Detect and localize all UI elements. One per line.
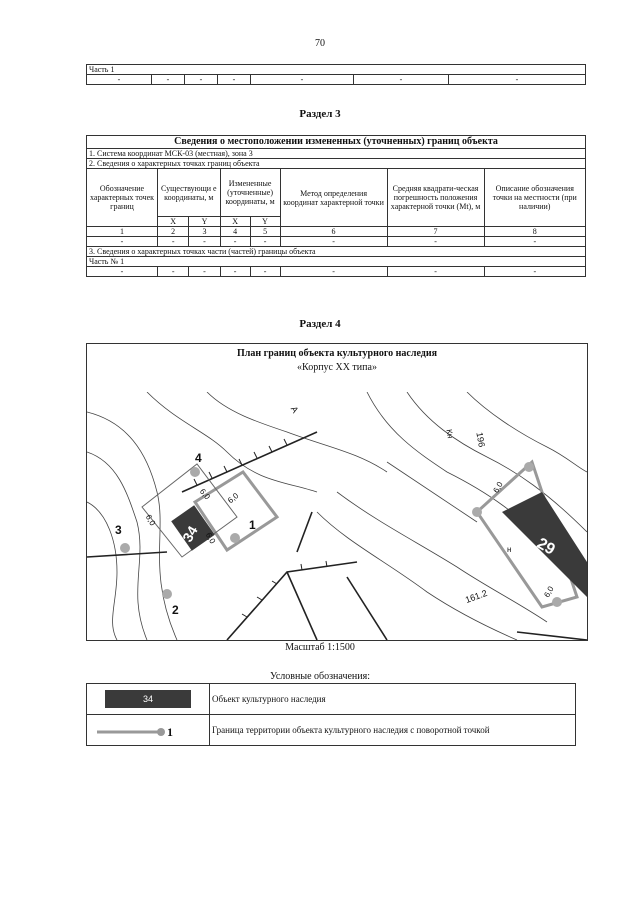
cell: - bbox=[189, 237, 220, 247]
legend-title: Условные обозначения: bbox=[269, 671, 370, 682]
cell: - bbox=[87, 267, 158, 277]
distance-label: 6,0 bbox=[226, 491, 241, 506]
object-swatch: 34 bbox=[105, 690, 191, 708]
cell: - bbox=[220, 267, 250, 277]
cell: - bbox=[218, 75, 251, 85]
cell: - bbox=[158, 237, 189, 247]
header-y: Y bbox=[250, 217, 280, 227]
header-existing: Существующи е координаты, м bbox=[158, 169, 221, 217]
header-description: Описание обозначения точки на местности (при наличии) bbox=[484, 169, 585, 227]
point-label: 3 bbox=[115, 523, 122, 537]
page-number: 70 bbox=[315, 38, 325, 49]
cell: - bbox=[152, 75, 185, 85]
cell: - bbox=[280, 267, 387, 277]
coord-system: 1. Система координат МСК-03 (местная), зона 3 bbox=[87, 149, 586, 159]
legend-symbol-object bbox=[87, 684, 210, 715]
points-caption: 2. Сведения о характерных точках границ объекта bbox=[87, 159, 586, 169]
header-changed: Измененные (уточненные) координаты, м bbox=[220, 169, 280, 217]
plan-box bbox=[86, 343, 588, 641]
cell: - bbox=[250, 267, 280, 277]
cell: - bbox=[387, 237, 484, 247]
top-table bbox=[86, 64, 586, 85]
parts-caption: 3. Сведения о характерных точках части (частей) границы объекта bbox=[87, 247, 586, 257]
cell: 7 bbox=[387, 227, 484, 237]
cell: 8 bbox=[484, 227, 585, 237]
cell: - bbox=[449, 75, 586, 85]
elevation-label: Кн bbox=[444, 428, 455, 440]
section3-table bbox=[86, 135, 586, 277]
cell: - bbox=[280, 237, 387, 247]
legend-text-boundary: Граница территории объекта культурного наследия с поворотной точкой bbox=[210, 715, 576, 746]
cell: - bbox=[220, 237, 250, 247]
letter-label: А bbox=[288, 404, 301, 415]
object-label: 34 bbox=[179, 523, 201, 545]
point-label: 2 bbox=[172, 603, 179, 617]
header-error: Средняя квадрати-ческая погрешность положения характерной точки (Mt), м bbox=[387, 169, 484, 227]
cell: - bbox=[484, 267, 585, 277]
cell: - bbox=[87, 237, 158, 247]
header-method: Метод определения координат характерной точки bbox=[280, 169, 387, 227]
distance-label: 6,0 bbox=[203, 531, 218, 546]
header-designation: Обозначение характерных точек границ bbox=[87, 169, 158, 227]
boundary-swatch bbox=[93, 718, 203, 740]
cell: - bbox=[185, 75, 218, 85]
legend-symbol-boundary bbox=[87, 715, 210, 746]
cell: - bbox=[251, 75, 354, 85]
part-label: Часть 1 bbox=[87, 65, 586, 75]
section4-heading: Раздел 4 bbox=[299, 318, 341, 330]
distance-label: 6,0 bbox=[143, 513, 158, 528]
point-label: 4 bbox=[195, 451, 202, 465]
legend-table bbox=[86, 683, 576, 746]
part-number: Часть № 1 bbox=[87, 257, 586, 267]
plan-title: План границ объекта культурного наследия bbox=[237, 348, 437, 359]
distance-label: 6,0 bbox=[197, 487, 212, 502]
elevation-label: 196 bbox=[474, 431, 487, 448]
legend-text-object: Объект культурного наследия bbox=[210, 684, 576, 715]
header-x: X bbox=[158, 217, 189, 227]
cell: - bbox=[387, 267, 484, 277]
header-x: X bbox=[220, 217, 250, 227]
distance-label: 6,0 bbox=[491, 480, 505, 495]
cell: - bbox=[484, 237, 585, 247]
letter-label: н bbox=[507, 545, 512, 554]
road-lines bbox=[87, 432, 587, 640]
cell: - bbox=[189, 267, 220, 277]
cell: 2 bbox=[158, 227, 189, 237]
distance-label: 6,0 bbox=[542, 584, 556, 599]
section3-heading: Раздел 3 bbox=[299, 108, 341, 120]
cell: 5 bbox=[250, 227, 280, 237]
cadastral-map bbox=[87, 392, 587, 640]
cell: 4 bbox=[220, 227, 250, 237]
cell: - bbox=[87, 75, 152, 85]
cell: 6 bbox=[280, 227, 387, 237]
cell: - bbox=[158, 267, 189, 277]
header-y: Y bbox=[189, 217, 220, 227]
table-title: Сведения о местоположении измененных (уточненных) границ объекта bbox=[87, 136, 586, 149]
point-label: 1 bbox=[249, 518, 256, 532]
elevation-label: 161.2 bbox=[463, 587, 489, 606]
plan-subtitle: «Корпус XX типа» bbox=[297, 362, 377, 373]
cell: 1 bbox=[87, 227, 158, 237]
object-label: 29 bbox=[533, 535, 558, 559]
map-scale: Масштаб 1:1500 bbox=[285, 642, 355, 653]
cell: - bbox=[354, 75, 449, 85]
boundary-point-label: 1 bbox=[167, 724, 173, 739]
cell: 3 bbox=[189, 227, 220, 237]
cell: - bbox=[250, 237, 280, 247]
